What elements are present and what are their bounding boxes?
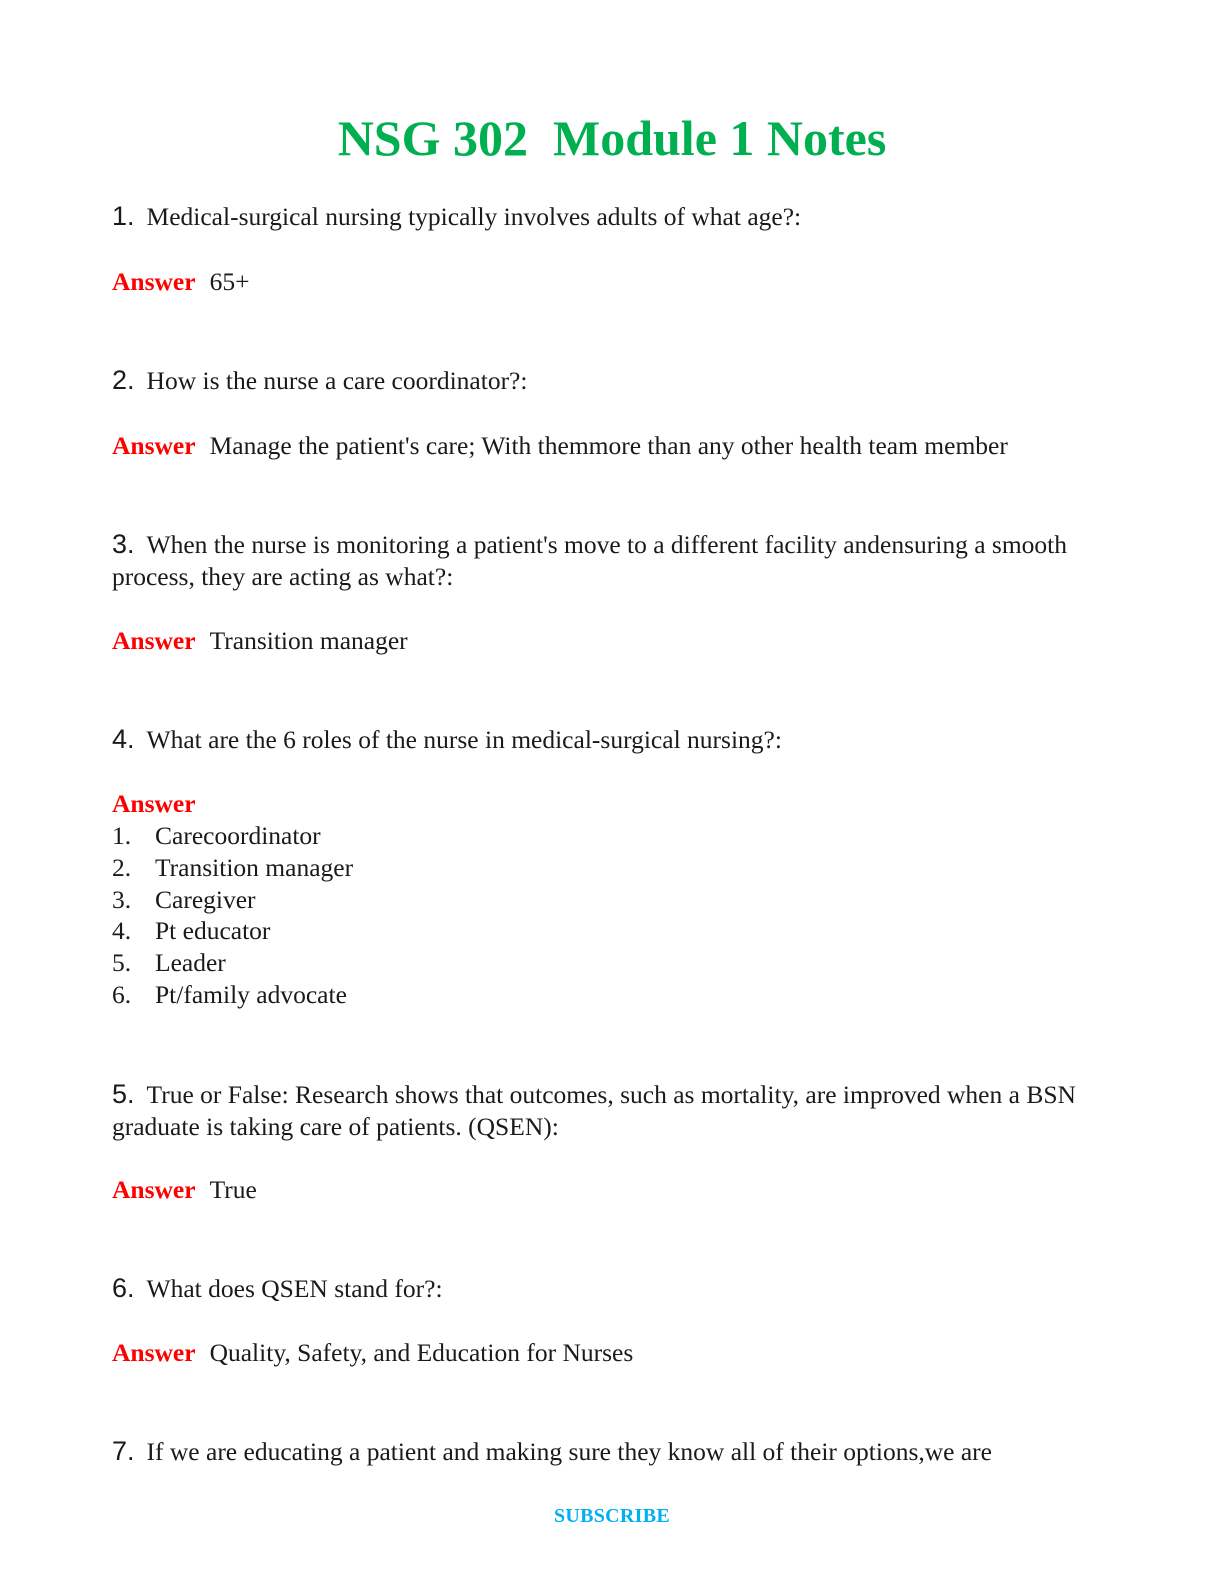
question-3 (112, 528, 1112, 593)
question-6 (112, 1272, 1112, 1305)
answer-label: Answer (112, 789, 196, 818)
question-text: What does QSEN stand for?: (146, 1274, 443, 1303)
answer-text: True (209, 1175, 257, 1204)
question-5 (112, 1078, 1122, 1143)
list-item: 4. Pt educator (112, 916, 271, 946)
page-title: NSG 302 Module 1 Notes (337, 110, 887, 166)
answer-text: Quality, Safety, and Education for Nurses (209, 1338, 634, 1367)
question-text: What are the 6 roles of the nurse in medical-surgical nursing?: (146, 725, 782, 754)
question-text: If we are educating a patient and making sure they know all of their options,we are (146, 1437, 992, 1466)
answer-4 (112, 788, 1112, 820)
list-item: 5. Leader (112, 948, 226, 978)
question-text: True or False: Research shows that outcomes, such as mortality, are improved when a BSN graduate is taking care of patients. (QSEN): (112, 1080, 1076, 1141)
question-text: How is the nurse a care coordinator?: (146, 366, 528, 395)
answer-1 (112, 266, 1112, 298)
answer-label: Answer (112, 1175, 196, 1204)
question-1 (112, 200, 1112, 233)
answer-label: Answer (112, 1338, 196, 1367)
question-2 (112, 364, 1112, 397)
question-number: 2. (112, 365, 135, 395)
question-number: 7. (112, 1436, 135, 1466)
subscribe-link[interactable]: SUBSCRIBE (553, 1505, 671, 1527)
answer-text: 65+ (209, 267, 250, 296)
answer-2 (112, 430, 1112, 462)
answer-text: Transition manager (209, 626, 408, 655)
answer-label: Answer (112, 431, 196, 460)
list-item: 2. Transition manager (112, 852, 354, 882)
answer-3 (112, 625, 1112, 657)
question-text: Medical-surgical nursing typically involves adults of what age?: (146, 202, 802, 231)
roles-list (112, 820, 353, 1011)
question-4 (112, 723, 1112, 756)
question-text: When the nurse is monitoring a patient's move to a different facility andensuring a smooth process, they are acting as what?: (112, 530, 1068, 591)
question-7 (112, 1435, 1112, 1468)
answer-label: Answer (112, 267, 196, 296)
question-number: 1. (112, 201, 135, 231)
answer-label: Answer (112, 626, 196, 655)
answer-6 (112, 1337, 1112, 1369)
question-number: 4. (112, 724, 135, 754)
answer-5 (112, 1174, 1112, 1206)
list-item: 6. Pt/family advocate (112, 979, 347, 1009)
question-number: 3. (112, 529, 135, 559)
question-number: 6. (112, 1273, 135, 1303)
answer-text: Manage the patient's care; With themmore than any other health team member (209, 431, 1008, 460)
list-item: 3. Caregiver (112, 884, 256, 914)
list-item: 1. Carecoordinator (112, 821, 321, 850)
question-number: 5. (112, 1079, 135, 1109)
